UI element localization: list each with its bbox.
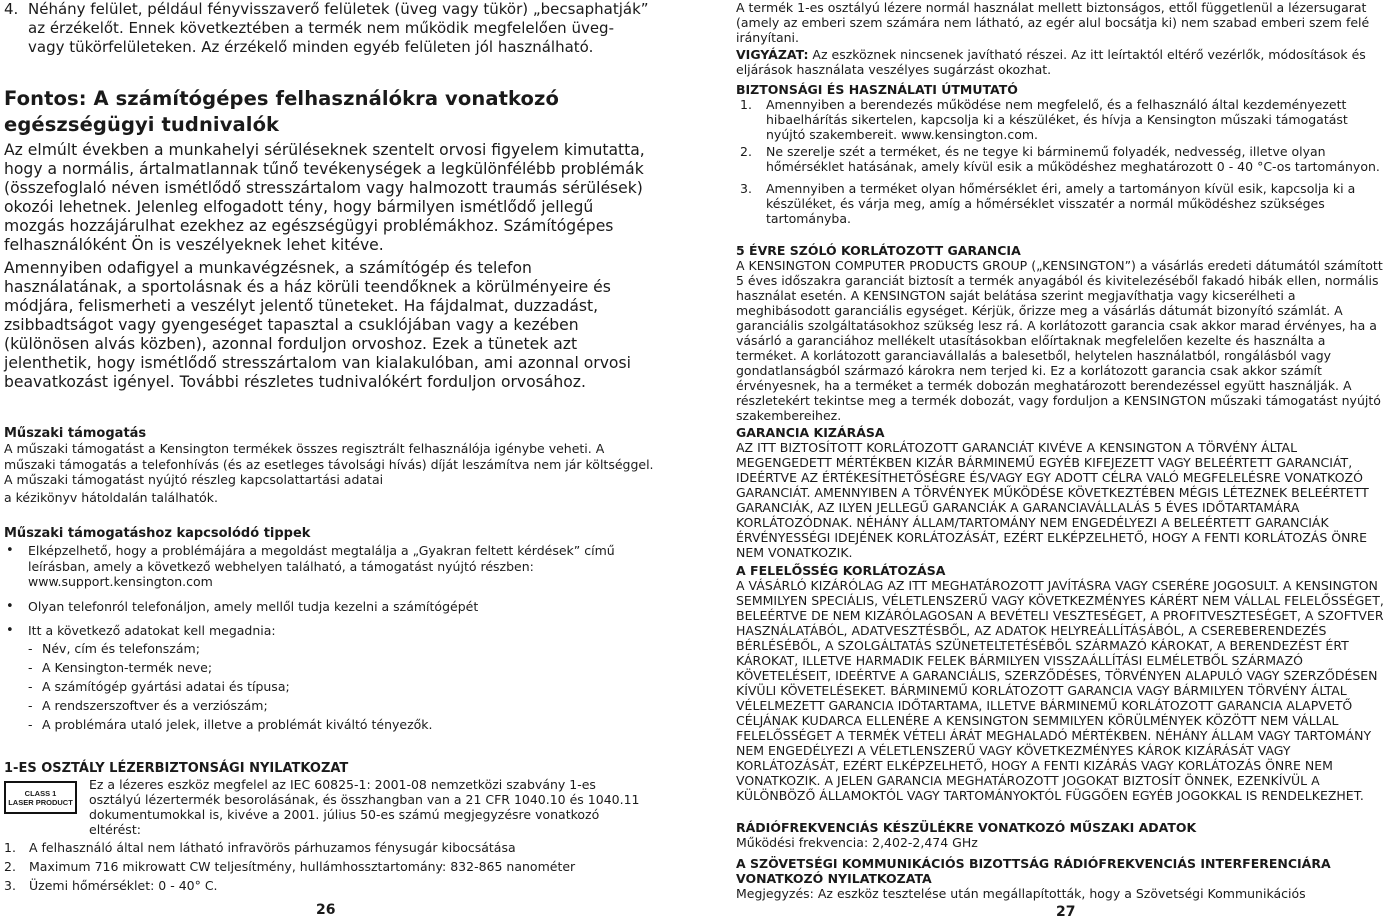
tip-text: Elképzelhető, hogy a problémájára a megoldást megtalálja a „Gyakran feltett kérdések” című leírásban, amely a következő webhelyen található, a támogatást nyújtó részben: www.support.kensington.com <box>28 543 615 589</box>
safety-list-text: Amennyiben a berendezés működése nem megfelelő, és a felhasználó által kezdeményezett hibaelhárítás sikertelen, kapcsolja ki a készüléket, és hívja a Kensington műszaki támogatást nyújtó szakembereit. www.kensington.com. <box>766 97 1348 142</box>
laser-list-item <box>4 838 654 857</box>
laser-text: Ez a lézeres eszköz megfelel az IEC 60825-1: 2001-08 nemzetközi szabvány 1-es osztályú lézertermék besorolásának, és összhangban van a 21 CFR 1040.10 és 1040.11 dokumentumokkal is, kivéve a 2001. július 50-es számú megjegyzésre vonatkozó eltérést: <box>89 777 640 837</box>
laser-list <box>4 838 654 895</box>
safety-list-text: Ne szerelje szét a terméket, és ne tegye ki bárminemű folyadék, nedvesség, illetve olyan hőmérséklet hatásának, amely kívül esik a működéshez meghatározott 0 - 40 °C-os tartományon. <box>766 144 1380 174</box>
fcc-text: Megjegyzés: Az eszköz tesztelése után megállapították, hogy a Szövetségi Kommunikációs <box>736 886 1306 901</box>
support-section <box>4 426 654 508</box>
fcc-heading: A SZÖVETSÉGI KOMMUNIKÁCIÓS BIZOTTSÁG RÁDIÓFREKVENCIÁS INTERFERENCIÁRA VONATKOZÓ NYILATKOZATA <box>736 856 1331 886</box>
page-number-left: 26 <box>316 902 336 918</box>
exclusion-text: AZ ITT BIZTOSÍTOTT KORLÁTOZOTT GARANCIÁT KIVÉVE A KENSINGTON A TÖRVÉNY ÁLTAL MEGENGEDETT MÉRTÉKBEN KIZÁR BÁRMINEMŰ EGYÉB KIFEJEZETT VAGY BELEÉRTETT GARANCIÁT, IDEÉRTVE AZ ÉRTÉKESÍTHETŐSÉGRE ÉS/VAGY EGY ADOTT CÉLRA VALÓ MEGFELELÉSRE VONATKOZÓ GARANCIÁT. AMENNYIBEN A TÖRVÉNYEK MŰKÖDÉSE KÖVETKEZTÉBEN MÉGIS LÉTEZNEK BELEÉRTETT GARANCIÁK, AZ ILYEN JELLEGŰ GARANCIÁK A GARANCIAVÁLLALÁS 5 ÉVES IDŐTARTAMÁRA KORLÁTOZÓDNAK. NÉHÁNY ÁLLAM/TARTOMÁNY NEM ENGEDÉLYEZI A BELEÉRTETT GARANCIÁK ÉRVÉNYESSÉGI IDEJÉNEK KORLÁTOZÁSÁT, EZÉRT ELKÉPZELHETŐ, HOGY A FENTI KORLÁTOZÁS ÖNRE NEM VONATKOZIK. <box>736 440 1369 560</box>
tip-subitem-text: A számítógép gyártási adatai és típusa; <box>42 678 290 694</box>
bullet-glyph: • <box>6 598 14 614</box>
bullet-glyph: • <box>6 623 14 638</box>
tip-text: Olyan telefonról telefonáljon, amely mellől tudja kezelni a számítógépét <box>28 598 479 614</box>
laser-class-badge <box>4 781 77 814</box>
safety-list-number: 3. <box>740 181 752 196</box>
health-paragraph-2: Amennyiben odafigyel a munkavégzésnek, a számítógép és telefon használatának, a sportolásnak és a ház körüli teendőknek a körülményeire és módjára, felismerheti a veszélyt jelentő tüneteket. Ha fájdalmat, duzzadást, zsibbadtságot vagy gyengeséget tapasztal a csuklójában vagy a kezében (különösen alvás közben), azonnal forduljon orvoshoz. Ezek a tünetek azt jelenthetik, hogy ismétlődő stresszártalom van kialakulóban, ami azonnal orvosi beavatkozást igényel. További részletes tudnivalókért forduljon orvosához. <box>4 259 631 391</box>
support-text: A műszaki támogatást a Kensington termékek összes regisztrált felhasználója igénybe veheti. A műszaki támogatás a telefonhívás (és az esetleges távolsági hívás) díját leszámítva nem jár költséggel. A műszaki támogatást nyújtó részleg kapcsolattartási adatai <box>4 441 654 487</box>
tip-item <box>4 623 654 639</box>
tip-subitem-text: A problémára utaló jelek, illetve a problémát kiváltó tényezők. <box>42 716 433 732</box>
tip-subitem-text: A Kensington-termék neve; <box>42 659 213 675</box>
health-paragraph-1: Az elmúlt években a munkahelyi sérüléseknek szentelt orvosi figyelem kimutatta, hogy a normális, ártalmatlannak tűnő tevékenységek a legkülönfélébb problémák (összefoglaló néven ismétlődő stresszártalom vagy halmozott traumás sérülések) okozói lehetnek. Jelenleg elfogadott tény, hogy bármilyen ismétlődő jellegű mozgás hozzájárulhat ezekhez az egészségügyi problémákhoz. Számítógépes felhasználóként Ön is veszélyeknek lehet kitéve. <box>4 141 645 254</box>
tip-item <box>4 543 654 590</box>
dash-glyph: - <box>28 659 33 675</box>
exclusion-section <box>736 425 1386 560</box>
health-heading-line-2: egészségügyi tudnivalók <box>4 113 280 136</box>
safety-section <box>736 82 1386 226</box>
laser-list-number: 3. <box>4 878 16 893</box>
caution-note <box>736 47 1386 77</box>
caution-text: Az eszköznek nincsenek javítható részei. Az itt leírtaktól eltérő vezérlők, módosítások és eljárások használata veszélyes sugárzást okozhat. <box>736 47 1366 77</box>
safety-list <box>736 97 1386 226</box>
tip-subitem-text: A rendszerszoftver és a verziószám; <box>42 697 268 713</box>
dash-glyph: - <box>28 678 33 694</box>
safety-list-number: 2. <box>740 144 752 159</box>
dash-glyph: - <box>28 640 33 656</box>
left-page <box>0 0 660 919</box>
dash-glyph: - <box>28 697 33 713</box>
laser-list-item <box>4 857 654 876</box>
rf-heading: RÁDIÓFREKVENCIÁS KÉSZÜLÉKRE VONATKOZÓ MŰSZAKI ADATOK <box>736 820 1197 835</box>
tip-subitem <box>4 658 654 677</box>
laser-list-text: Üzemi hőmérséklet: 0 - 40° C. <box>29 878 218 893</box>
tips-section <box>4 526 654 734</box>
tip-subitem <box>4 639 654 658</box>
tip-subitem <box>4 696 654 715</box>
tips-heading: Műszaki támogatáshoz kapcsolódó tippek <box>4 526 311 541</box>
laser-badge-line-1: CLASS 1 <box>24 788 57 798</box>
lead-item-number: 4. <box>4 0 19 18</box>
dash-glyph: - <box>28 716 33 732</box>
laser-badge-line-2: LASER PRODUCT <box>8 797 73 807</box>
laser-list-number: 1. <box>4 840 16 855</box>
safety-list-text: Amennyiben a terméket olyan hőmérséklet éri, amely a tartományon kívül esik, kapcsolja ki a készüléket, és várja meg, amíg a hőmérséklet visszatér a normál működéshez szükséges tartományba. <box>766 181 1356 226</box>
liability-text: A VÁSÁRLÓ KIZÁRÓLAG AZ ITT MEGHATÁROZOTT JAVÍTÁSRA VAGY CSERÉRE JOGOSULT. A KENSINGTON SEMMILYEN SPECIÁLIS, VÉLETLENSZERŰ VAGY KÖVETKEZMÉNYES KÁRÉRT NEM VÁLLAL FELELŐSSÉGET, BELEÉRTVE DE NEM KIZÁRÓLAGOSAN A BEVÉTELI VESZTESÉGET, A PROFITVESZTESÉGET, A SZOFTVER HASZNÁLATÁBÓL, ADATVESZTÉSBŐL, AZ ADATOK HELYREÁLLÍTÁSÁBÓL, A CSEREBERENDEZÉS BÉRLÉSÉBŐL, A SZOLGÁLTATÁS SZÜNETELTETÉSÉBŐL SZÁRMAZÓ KÁROKAT, A BERENDEZÉST ÉRT KÁROKAT, ILLETVE HARMADIK FELEK BÁRMILYEN VISSZAÁLLÍTÁSI ELMÉLETBŐL SZÁRMAZÓ KÖVETELÉSEIT, IDEÉRTVE A GARANCIÁLIS, SZERZŐDÉSES, TÖRVÉNYEN ALAPULÓ VAGY SZERZŐDÉSEN KÍVÜLI KÖVETELÉSEKET. BÁRMINEMŰ KORLÁTOZOTT GARANCIA VAGY BÁRMILYEN TÖRVÉNY ÁLTAL VÉLELMEZETT GARANCIA IDŐTARTAMA, ILLETVE BÁRMINEMŰ KORLÁTOZOTT GARANCIA ALAPVETŐ CÉLJÁNAK KUDARCA ELLENÉRE A KENSINGTON SEMMILYEN KÖRÜLMÉNYEK KÖZÖTT NEM VÁLLAL FELELŐSSÉGET A TERMÉK VÉTELI ÁRÁT MEGHALADÓ MÉRTÉKBEN. NÉHÁNY ÁLLAM VAGY TARTOMÁNY NEM ENGEDÉLYEZI A VÉLETLENSZERŰ VAGY KÖVETKEZMÉNYES KÁROK KIZÁRÁSÁT VAGY KORLÁTOZÁSÁT, EZÉRT ELKÉPZELHETŐ, HOGY A FENTI KIZÁRÁS VAGY KORLÁTOZÁS ÖNRE NEM VONATKOZIK. A JELEN GARANCIA MEGHATÁROZOTT JOGOKAT BIZTOSÍT ÖNNEK, EZENKÍVÜL A KÜLÖNBÖZŐ ÁLLAMOKTÓL VAGY TARTOMÁNYOKTÓL FÜGGŐEN EGYÉB JOGOKKAL IS RENDELKEZHET. <box>736 578 1384 803</box>
safety-list-item <box>736 144 1386 174</box>
support-text-last: a kézikönyv hátoldalán találhatók. <box>4 489 219 505</box>
laser-list-number: 2. <box>4 859 16 874</box>
health-heading-line-1: Fontos: A számítógépes felhasználókra vonatkozó <box>4 87 560 110</box>
fcc-section <box>736 856 1386 901</box>
warranty-text: A KENSINGTON COMPUTER PRODUCTS GROUP („KENSINGTON”) a vásárlás eredeti dátumától számított 5 éves időszakra garanciát biztosít a termék anyagából és kivitelezéséből fakadó hibák ellen, normális használat esetén. A KENSINGTON saját belátása szerint megjavíthatja vagy kicserélheti a meghibásodott garanciális egységet. Kérjük, őrizze meg a vásárlás dátumát bizonyító számlát. A garanciális szolgáltatásokhoz szükség lesz rá. A korlátozott garancia csak akkor marad érvényes, ha a vásárló a garanciához mellékelt utasításokban előírtaknak megfelelően kezelte és használta a terméket. A korlátozott garanciavállalás a balesetből, helytelen használatból, rongálásból vagy gondatlanságból származó károkra nem terjed ki. Ez a korlátozott garancia csak akkor számít érvényesnek, ha a terméket a termék dobozán meghatározott berendezéssel együtt használják. A részletekért tekintse meg a termék dobozát, vagy forduljon a KENSINGTON műszaki támogatást nyújtó szakembereihez. <box>736 258 1383 423</box>
safety-list-item <box>736 181 1386 226</box>
tip-subitem-text: Név, cím és telefonszám; <box>42 640 200 656</box>
page-number-right: 27 <box>1056 904 1076 920</box>
safety-list-item <box>736 97 1386 142</box>
health-heading <box>4 86 654 138</box>
tip-subitem <box>4 715 654 734</box>
laser-safety-intro: A termék 1-es osztályú lézere normál használat mellett biztonságos, ettől függetlenül a lézersugarat (amely az emberi szem számára nem látható, az egér alul bocsátja ki) nem szabad emberi szem felé irányítani. <box>736 0 1370 45</box>
tip-text: Itt a következő adatokat kell megadnia: <box>28 623 276 638</box>
warranty-heading: 5 ÉVRE SZÓLÓ KORLÁTOZOTT GARANCIA <box>736 243 1021 258</box>
laser-section <box>4 761 654 893</box>
warranty-section <box>736 243 1386 423</box>
rf-text: Működési frekvencia: 2,402-2,474 GHz <box>736 835 978 850</box>
rf-section <box>736 820 1386 850</box>
tip-item <box>4 599 654 615</box>
laser-heading: 1-ES OSZTÁLY LÉZERBIZTONSÁGI NYILATKOZAT <box>4 761 349 776</box>
lead-list-item <box>4 0 654 57</box>
caution-label: VIGYÁZAT: <box>736 47 809 62</box>
laser-list-text: Maximum 716 mikrowatt CW teljesítmény, hullámhossztartomány: 832-865 nanométer <box>29 859 576 874</box>
liability-section <box>736 563 1386 803</box>
safety-heading: BIZTONSÁGI ÉS HASZNÁLATI ÚTMUTATÓ <box>736 82 1018 97</box>
tip-subitem <box>4 677 654 696</box>
right-page <box>736 0 1386 919</box>
lead-item-text: Néhány felület, például fényvisszaverő felületek (üveg vagy tükör) „becsaphatják” az érzékelőt. Ennek következtében a termék nem működik megfelelően üveg- vagy tükörfelületeken. Az érzékelő minden egyéb felületen jól használható. <box>28 0 649 56</box>
exclusion-heading: GARANCIA KIZÁRÁSA <box>736 425 885 440</box>
liability-heading: A FELELŐSSÉG KORLÁTOZÁSA <box>736 563 946 578</box>
bullet-glyph: • <box>6 543 14 558</box>
safety-list-number: 1. <box>740 97 752 112</box>
laser-list-item <box>4 876 654 895</box>
laser-list-text: A felhasználó által nem látható infravörös párhuzamos fénysugár kibocsátása <box>29 840 516 855</box>
support-heading: Műszaki támogatás <box>4 426 147 441</box>
